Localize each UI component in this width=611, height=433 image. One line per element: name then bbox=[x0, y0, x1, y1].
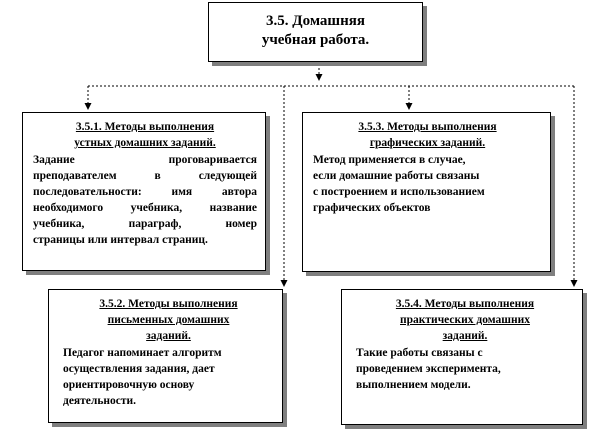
description-line: графических объектов bbox=[313, 202, 431, 214]
root-title-line-1: 3.5. Домашняя bbox=[266, 13, 365, 29]
title-line: 3.5.2. Методы выполнения bbox=[99, 298, 238, 310]
description-line: Метод применяется в случае, bbox=[313, 154, 466, 166]
title-line: практических домашних bbox=[400, 314, 530, 326]
description-line: проведением эксперимента, bbox=[356, 363, 501, 375]
root-node bbox=[208, 2, 423, 62]
title-line: заданий. bbox=[442, 330, 488, 342]
node-description bbox=[313, 152, 542, 216]
title-line: 3.5.4. Методы выполнения bbox=[395, 298, 535, 310]
title-line: 3.5.1. Методы выполнения bbox=[75, 121, 215, 133]
description-line: необходимого учебника, название bbox=[33, 202, 257, 214]
description-line: осуществления задания, дает bbox=[63, 363, 215, 375]
title-line: устных домашних заданий. bbox=[74, 137, 216, 149]
description-line: преподавателем в следующей bbox=[33, 170, 257, 182]
node-title bbox=[356, 296, 574, 344]
description-line: выполнением модели. bbox=[356, 379, 471, 391]
description-line: Задание проговаривается bbox=[33, 154, 257, 166]
node-title bbox=[313, 119, 542, 151]
node-graphic-homework bbox=[302, 112, 551, 272]
node-title bbox=[33, 119, 257, 151]
description-line: учебника, параграф, номер bbox=[33, 218, 257, 230]
title-line: 3.5.3. Методы выполнения bbox=[358, 121, 497, 133]
description-line: Педагог напоминает алгоритм bbox=[63, 347, 222, 359]
description-line: деятельности. bbox=[63, 395, 137, 407]
node-description bbox=[33, 152, 257, 248]
node-description bbox=[63, 345, 274, 409]
description-line: ориентировочную основу bbox=[63, 379, 195, 391]
node-written-homework bbox=[48, 289, 283, 423]
description-line: если домашние работы связаны bbox=[313, 170, 480, 182]
node-title bbox=[63, 296, 274, 344]
description-line: страницы или интервал страниц. bbox=[33, 234, 208, 246]
node-description bbox=[356, 345, 574, 393]
title-line: письменных домашних bbox=[107, 314, 230, 326]
node-practical-homework bbox=[341, 289, 583, 425]
description-line: последовательности: имя автора bbox=[33, 186, 257, 198]
title-line: заданий. bbox=[146, 330, 191, 342]
node-oral-homework bbox=[22, 112, 266, 271]
description-line: с построением и использованием bbox=[313, 186, 485, 198]
root-title-line-2: учебная работа. bbox=[261, 32, 370, 48]
title-line: графических заданий. bbox=[369, 137, 486, 149]
description-line: Такие работы связаны с bbox=[356, 347, 483, 359]
